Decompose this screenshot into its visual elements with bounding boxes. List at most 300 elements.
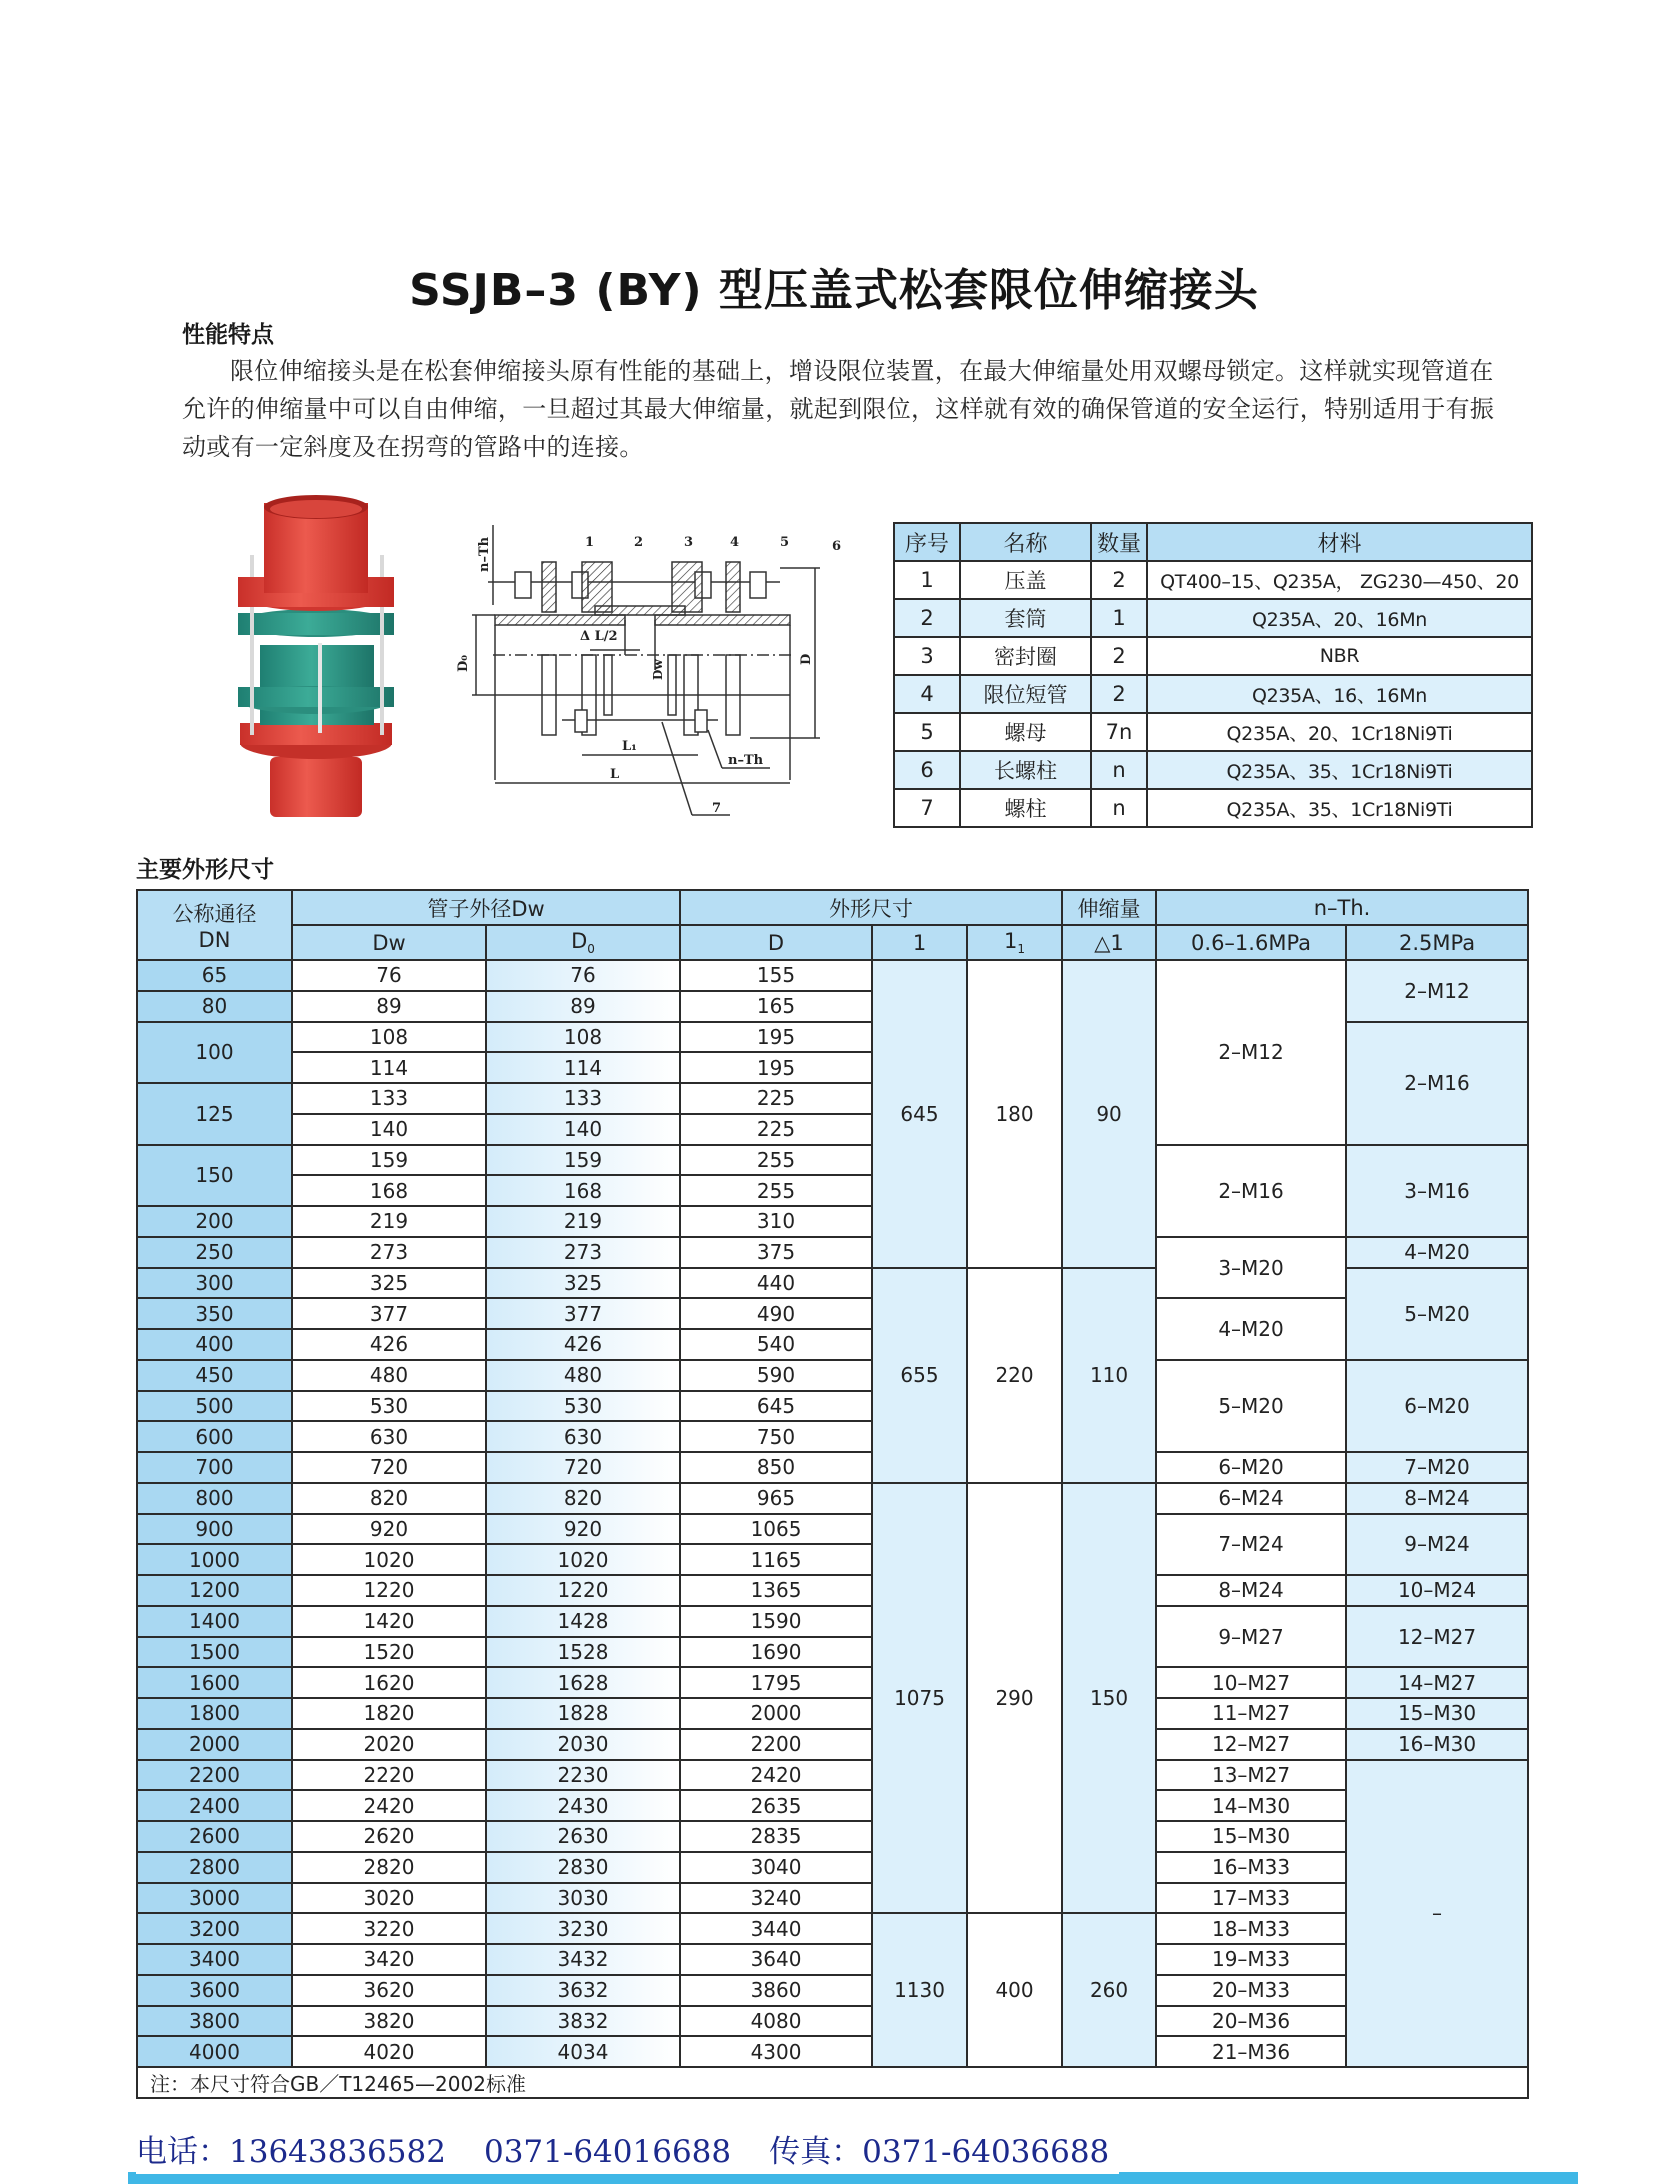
header-p2: 2.5MPa bbox=[1346, 925, 1528, 960]
cell-d0: 2030 bbox=[486, 1729, 680, 1760]
drawing-label-1: 1 bbox=[585, 535, 595, 550]
features-heading: 性能特点 bbox=[182, 322, 274, 348]
cell-bolts-low-pressure: 6–M20 bbox=[1156, 1452, 1346, 1483]
table-row bbox=[137, 1237, 1528, 1268]
cell-bolts-low-pressure: 18–M33 bbox=[1156, 1913, 1346, 1944]
parts-cell-no: 1 bbox=[894, 561, 960, 599]
cell-bolts-low-pressure: 9–M27 bbox=[1156, 1606, 1346, 1668]
cell-dn: 1200 bbox=[137, 1575, 292, 1606]
cell-dn: 1500 bbox=[137, 1637, 292, 1668]
cell-bolts-high-pressure: – bbox=[1346, 1760, 1528, 2068]
cell-l1: 180 bbox=[967, 960, 1062, 1268]
bottom-red-flange bbox=[240, 723, 392, 745]
table-note: 注：本尺寸符合GB／T12465—2002标准 bbox=[137, 2067, 1528, 2098]
header-delta: △1 bbox=[1062, 925, 1156, 960]
cell-d0: 2430 bbox=[486, 1790, 680, 1821]
table-row bbox=[137, 1698, 1528, 1729]
parts-header-no: 序号 bbox=[894, 523, 960, 561]
parts-cell-no: 6 bbox=[894, 751, 960, 789]
cell-d: 375 bbox=[680, 1237, 872, 1268]
cell-dn: 900 bbox=[137, 1514, 292, 1545]
cell-dw: 325 bbox=[292, 1268, 486, 1299]
cell-bolts-low-pressure: 20–M36 bbox=[1156, 2006, 1346, 2037]
cell-d0: 1020 bbox=[486, 1544, 680, 1575]
cell-d0: 1828 bbox=[486, 1698, 680, 1729]
cell-d0: 3632 bbox=[486, 1975, 680, 2006]
cell-dn: 1400 bbox=[137, 1606, 292, 1637]
cell-d: 440 bbox=[680, 1268, 872, 1299]
footer-fax: 传真：0371-64036688 bbox=[769, 2134, 1110, 2170]
header-p1: 0.6–1.6MPa bbox=[1156, 925, 1346, 960]
cell-dw: 720 bbox=[292, 1452, 486, 1483]
cell-dn: 3400 bbox=[137, 1944, 292, 1975]
table-row bbox=[137, 1575, 1528, 1606]
cell-bolts-high-pressure: 12–M27 bbox=[1346, 1606, 1528, 1668]
cell-bolts-low-pressure: 16–M33 bbox=[1156, 1852, 1346, 1883]
cell-d: 590 bbox=[680, 1360, 872, 1391]
cell-d: 645 bbox=[680, 1391, 872, 1422]
header-d0-main: D bbox=[571, 928, 588, 953]
cell-dw: 1820 bbox=[292, 1698, 486, 1729]
cell-dn: 2400 bbox=[137, 1790, 292, 1821]
cell-d: 540 bbox=[680, 1329, 872, 1360]
cell-d: 850 bbox=[680, 1452, 872, 1483]
cell-d: 225 bbox=[680, 1083, 872, 1114]
cell-d: 2635 bbox=[680, 1790, 872, 1821]
header-d0-sub: 0 bbox=[587, 942, 595, 957]
table-row bbox=[137, 1145, 1528, 1176]
cell-bolts-high-pressure: 16–M30 bbox=[1346, 1729, 1528, 1760]
cell-dw: 133 bbox=[292, 1083, 486, 1114]
drawing-dl2: Δ L/2 bbox=[580, 629, 618, 644]
cell-dn: 300 bbox=[137, 1268, 292, 1299]
cell-d: 4300 bbox=[680, 2036, 872, 2067]
cell-d0: 3832 bbox=[486, 2006, 680, 2037]
drawing-nth-top: n–Th bbox=[477, 536, 492, 572]
table-row bbox=[137, 960, 1528, 991]
cell-dw: 377 bbox=[292, 1298, 486, 1329]
cell-dn: 2200 bbox=[137, 1760, 292, 1791]
parts-row bbox=[894, 713, 1532, 751]
cell-dw: 920 bbox=[292, 1514, 486, 1545]
cell-d0: 133 bbox=[486, 1083, 680, 1114]
parts-row bbox=[894, 561, 1532, 599]
cell-bolts-low-pressure: 19–M33 bbox=[1156, 1944, 1346, 1975]
upper-green-flange bbox=[238, 613, 394, 635]
product-photo bbox=[222, 495, 402, 825]
parts-table bbox=[893, 522, 1533, 828]
cell-bolts-high-pressure: 14–M27 bbox=[1346, 1667, 1528, 1698]
footer-tel: 0371-64016688 bbox=[483, 2134, 732, 2170]
cell-l1: 220 bbox=[967, 1268, 1062, 1483]
cell-bolts-low-pressure: 8–M24 bbox=[1156, 1575, 1346, 1606]
parts-cell-no: 5 bbox=[894, 713, 960, 751]
cell-d0: 3432 bbox=[486, 1944, 680, 1975]
cell-d0: 2630 bbox=[486, 1821, 680, 1852]
cell-dw: 2020 bbox=[292, 1729, 486, 1760]
parts-cell-name: 螺柱 bbox=[960, 789, 1091, 827]
table-row bbox=[137, 1360, 1528, 1391]
cell-dw: 3420 bbox=[292, 1944, 486, 1975]
header-l1-sub: 1 bbox=[1017, 942, 1026, 957]
cell-d: 225 bbox=[680, 1114, 872, 1145]
header-dw: Dw bbox=[292, 925, 486, 960]
drawing-label-4: 4 bbox=[730, 535, 740, 550]
cell-bolts-low-pressure: 6–M24 bbox=[1156, 1483, 1346, 1514]
drawing-d0: D₀ bbox=[456, 655, 471, 672]
cell-d: 750 bbox=[680, 1421, 872, 1452]
parts-cell-name: 套筒 bbox=[960, 599, 1091, 637]
cell-d: 1690 bbox=[680, 1637, 872, 1668]
cell-d0: 325 bbox=[486, 1268, 680, 1299]
header-l1 bbox=[967, 925, 1062, 960]
header-l: 1 bbox=[872, 925, 967, 960]
cell-d: 165 bbox=[680, 991, 872, 1022]
dims-header-row-1 bbox=[137, 890, 1528, 925]
cell-dw: 630 bbox=[292, 1421, 486, 1452]
cell-bolts-low-pressure: 17–M33 bbox=[1156, 1883, 1346, 1914]
table-row bbox=[137, 1514, 1528, 1545]
table-row bbox=[137, 1883, 1528, 1914]
table-row bbox=[137, 1483, 1528, 1514]
cell-d0: 76 bbox=[486, 960, 680, 991]
header-d0 bbox=[486, 925, 680, 960]
cell-l: 1130 bbox=[872, 1913, 967, 2067]
header-l1-main: 1 bbox=[1004, 928, 1018, 953]
parts-cell-name: 螺母 bbox=[960, 713, 1091, 751]
cell-d: 1065 bbox=[680, 1514, 872, 1545]
cell-d0: 168 bbox=[486, 1175, 680, 1206]
dims-heading: 主要外形尺寸 bbox=[136, 857, 274, 883]
cell-dw: 4020 bbox=[292, 2036, 486, 2067]
table-row bbox=[137, 2006, 1528, 2037]
cell-dn: 150 bbox=[137, 1145, 292, 1207]
cell-bolts-low-pressure: 3–M20 bbox=[1156, 1237, 1346, 1299]
cell-d0: 820 bbox=[486, 1483, 680, 1514]
cell-d0: 114 bbox=[486, 1052, 680, 1083]
cell-d0: 89 bbox=[486, 991, 680, 1022]
cell-dn: 800 bbox=[137, 1483, 292, 1514]
cell-bolts-high-pressure: 15–M30 bbox=[1346, 1698, 1528, 1729]
cell-dw: 1020 bbox=[292, 1544, 486, 1575]
cell-dn: 65 bbox=[137, 960, 292, 991]
cell-bolts-low-pressure: 2–M12 bbox=[1156, 960, 1346, 1145]
cell-l1: 290 bbox=[967, 1483, 1062, 1914]
table-row bbox=[137, 1667, 1528, 1698]
cell-dw: 426 bbox=[292, 1329, 486, 1360]
cell-dw: 3820 bbox=[292, 2006, 486, 2037]
cell-dn: 2600 bbox=[137, 1821, 292, 1852]
cell-bolts-low-pressure: 12–M27 bbox=[1156, 1729, 1346, 1760]
table-row bbox=[137, 1913, 1528, 1944]
cell-dn: 3800 bbox=[137, 2006, 292, 2037]
cell-d: 3860 bbox=[680, 1975, 872, 2006]
cell-d0: 4034 bbox=[486, 2036, 680, 2067]
cell-dw: 114 bbox=[292, 1052, 486, 1083]
cell-dn: 3000 bbox=[137, 1883, 292, 1914]
cell-d0: 1628 bbox=[486, 1667, 680, 1698]
table-row bbox=[137, 1790, 1528, 1821]
table-row bbox=[137, 1975, 1528, 2006]
cell-dw: 3220 bbox=[292, 1913, 486, 1944]
lower-green-flange bbox=[238, 687, 394, 707]
cell-dn: 400 bbox=[137, 1329, 292, 1360]
cell-d: 490 bbox=[680, 1298, 872, 1329]
cell-d0: 219 bbox=[486, 1206, 680, 1237]
parts-cell-no: 3 bbox=[894, 637, 960, 675]
header-outline: 外形尺寸 bbox=[680, 890, 1062, 925]
cell-dw: 219 bbox=[292, 1206, 486, 1237]
cell-dw: 2420 bbox=[292, 1790, 486, 1821]
cell-bolts-high-pressure: 6–M20 bbox=[1346, 1360, 1528, 1452]
cell-d0: 2830 bbox=[486, 1852, 680, 1883]
cell-dn: 2000 bbox=[137, 1729, 292, 1760]
table-row bbox=[137, 1760, 1528, 1791]
cell-bolts-high-pressure: 10–M24 bbox=[1346, 1575, 1528, 1606]
parts-cell-name: 限位短管 bbox=[960, 675, 1091, 713]
features-text: 限位伸缩接头是在松套伸缩接头原有性能的基础上，增设限位装置，在最大伸缩量处用双螺母锁定。这样就实现管道在允许的伸缩量中可以自由伸缩，一旦超过其最大伸缩量，就起到限位，这样就有效的确保管道的安全运行，特别适用于有振动或有一定斜度及在拐弯的管路中的连接。 bbox=[182, 357, 1495, 461]
cell-dw: 480 bbox=[292, 1360, 486, 1391]
drawing-dw: Dw bbox=[651, 659, 665, 680]
drawing-label-5: 5 bbox=[780, 535, 790, 550]
parts-cell-name: 压盖 bbox=[960, 561, 1091, 599]
cell-dn: 100 bbox=[137, 1022, 292, 1084]
header-d: D bbox=[680, 925, 872, 960]
cell-dn: 1800 bbox=[137, 1698, 292, 1729]
cell-d: 1165 bbox=[680, 1544, 872, 1575]
drawing-l: L bbox=[610, 767, 620, 782]
cell-bolts-high-pressure: 3–M16 bbox=[1346, 1145, 1528, 1237]
cell-dn: 125 bbox=[137, 1083, 292, 1145]
cell-bolts-low-pressure: 5–M20 bbox=[1156, 1360, 1346, 1452]
parts-cell-material: QT400–15、Q235A， ZG230—450、20 bbox=[1147, 561, 1532, 599]
dimensions-table bbox=[136, 889, 1529, 2099]
cell-d: 3640 bbox=[680, 1944, 872, 1975]
cell-d0: 530 bbox=[486, 1391, 680, 1422]
table-row bbox=[137, 2036, 1528, 2067]
cell-d0: 1220 bbox=[486, 1575, 680, 1606]
drawing-d: D bbox=[799, 653, 814, 665]
cell-d0: 377 bbox=[486, 1298, 680, 1329]
cell-bolts-high-pressure: 9–M24 bbox=[1346, 1514, 1528, 1576]
cell-dn: 1000 bbox=[137, 1544, 292, 1575]
cell-bolts-high-pressure: 2–M12 bbox=[1346, 960, 1528, 1022]
cell-bolts-low-pressure: 21–M36 bbox=[1156, 2036, 1346, 2067]
header-nth: n–Th. bbox=[1156, 890, 1528, 925]
cell-dn: 350 bbox=[137, 1298, 292, 1329]
parts-cell-qty: 2 bbox=[1091, 675, 1147, 713]
cell-dn: 4000 bbox=[137, 2036, 292, 2067]
cell-d0: 630 bbox=[486, 1421, 680, 1452]
cell-d0: 273 bbox=[486, 1237, 680, 1268]
cell-dn: 80 bbox=[137, 991, 292, 1022]
cell-d: 3240 bbox=[680, 1883, 872, 1914]
cell-dw: 2820 bbox=[292, 1852, 486, 1883]
header-dn-label: 公称通径 bbox=[172, 902, 257, 926]
drawing-l1: L₁ bbox=[622, 739, 637, 754]
cell-d0: 2230 bbox=[486, 1760, 680, 1791]
cell-d: 2200 bbox=[680, 1729, 872, 1760]
cell-bolts-low-pressure: 13–M27 bbox=[1156, 1760, 1346, 1791]
parts-row bbox=[894, 675, 1532, 713]
cell-d: 255 bbox=[680, 1145, 872, 1176]
cell-d: 255 bbox=[680, 1175, 872, 1206]
table-row bbox=[137, 1729, 1528, 1760]
cell-d: 2000 bbox=[680, 1698, 872, 1729]
drawing-label-6: 6 bbox=[832, 539, 842, 554]
cell-d0: 480 bbox=[486, 1360, 680, 1391]
parts-header-name: 名称 bbox=[960, 523, 1091, 561]
cell-d0: 159 bbox=[486, 1145, 680, 1176]
drawing-label-7: 7 bbox=[712, 801, 722, 816]
parts-header-row bbox=[894, 523, 1532, 561]
cell-l: 655 bbox=[872, 1268, 967, 1483]
cell-d: 965 bbox=[680, 1483, 872, 1514]
cell-bolts-low-pressure: 11–M27 bbox=[1156, 1698, 1346, 1729]
cell-d: 3440 bbox=[680, 1913, 872, 1944]
cell-dw: 159 bbox=[292, 1145, 486, 1176]
cell-bolts-high-pressure: 8–M24 bbox=[1346, 1483, 1528, 1514]
parts-cell-qty: n bbox=[1091, 789, 1147, 827]
cell-d: 1795 bbox=[680, 1667, 872, 1698]
technical-drawing bbox=[450, 520, 870, 840]
header-dn bbox=[137, 890, 292, 960]
cell-bolts-low-pressure: 7–M24 bbox=[1156, 1514, 1346, 1576]
cell-delta: 110 bbox=[1062, 1268, 1156, 1483]
footer-phone: 电话：13643836582 bbox=[136, 2134, 446, 2170]
cell-d0: 720 bbox=[486, 1452, 680, 1483]
cell-dw: 273 bbox=[292, 1237, 486, 1268]
cell-dw: 108 bbox=[292, 1022, 486, 1053]
parts-cell-name: 密封圈 bbox=[960, 637, 1091, 675]
cell-d: 4080 bbox=[680, 2006, 872, 2037]
cell-dn: 500 bbox=[137, 1391, 292, 1422]
parts-header-qty: 数量 bbox=[1091, 523, 1147, 561]
parts-cell-no: 2 bbox=[894, 599, 960, 637]
cell-d: 1365 bbox=[680, 1575, 872, 1606]
parts-row bbox=[894, 751, 1532, 789]
cell-d0: 3230 bbox=[486, 1913, 680, 1944]
cell-d0: 920 bbox=[486, 1514, 680, 1545]
table-row bbox=[137, 1452, 1528, 1483]
parts-cell-no: 7 bbox=[894, 789, 960, 827]
parts-header-material: 材料 bbox=[1147, 523, 1532, 561]
parts-cell-material: Q235A、35、1Cr18Ni9Ti bbox=[1147, 751, 1532, 789]
cell-l: 645 bbox=[872, 960, 967, 1268]
parts-cell-qty: 7n bbox=[1091, 713, 1147, 751]
table-row bbox=[137, 1606, 1528, 1637]
table-row bbox=[137, 1298, 1528, 1329]
cell-d0: 1428 bbox=[486, 1606, 680, 1637]
parts-cell-material: Q235A、35、1Cr18Ni9Ti bbox=[1147, 789, 1532, 827]
cell-dw: 1420 bbox=[292, 1606, 486, 1637]
cell-d: 3040 bbox=[680, 1852, 872, 1883]
cell-dn: 200 bbox=[137, 1206, 292, 1237]
cell-bolts-low-pressure: 2–M16 bbox=[1156, 1145, 1346, 1237]
parts-row bbox=[894, 599, 1532, 637]
cell-bolts-high-pressure: 5–M20 bbox=[1346, 1268, 1528, 1360]
cell-dw: 89 bbox=[292, 991, 486, 1022]
cell-dw: 140 bbox=[292, 1114, 486, 1145]
parts-cell-qty: 2 bbox=[1091, 561, 1147, 599]
page-title: SSJB–3 (BY) 型压盖式松套限位伸缩接头 bbox=[409, 265, 1259, 316]
cell-delta: 150 bbox=[1062, 1483, 1156, 1914]
cell-d0: 3030 bbox=[486, 1883, 680, 1914]
cell-dw: 530 bbox=[292, 1391, 486, 1422]
header-pipe-od: 管子外径Dw bbox=[292, 890, 680, 925]
cell-delta: 260 bbox=[1062, 1913, 1156, 2067]
cell-dw: 2620 bbox=[292, 1821, 486, 1852]
cell-dn: 1600 bbox=[137, 1667, 292, 1698]
cell-bolts-low-pressure: 20–M33 bbox=[1156, 1975, 1346, 2006]
cell-l1: 400 bbox=[967, 1913, 1062, 2067]
cell-d0: 1528 bbox=[486, 1637, 680, 1668]
cell-dw: 3020 bbox=[292, 1883, 486, 1914]
cell-dw: 1520 bbox=[292, 1637, 486, 1668]
table-row bbox=[137, 1821, 1528, 1852]
parts-cell-material: Q235A、20、16Mn bbox=[1147, 599, 1532, 637]
cell-dw: 2220 bbox=[292, 1760, 486, 1791]
cell-dn: 3600 bbox=[137, 1975, 292, 2006]
cell-dw: 820 bbox=[292, 1483, 486, 1514]
table-row bbox=[137, 1852, 1528, 1883]
cell-dw: 1220 bbox=[292, 1575, 486, 1606]
cell-dn: 250 bbox=[137, 1237, 292, 1268]
dims-header-row-2 bbox=[137, 925, 1528, 960]
cell-dw: 76 bbox=[292, 960, 486, 991]
parts-row bbox=[894, 637, 1532, 675]
cell-d: 155 bbox=[680, 960, 872, 991]
parts-cell-qty: 1 bbox=[1091, 599, 1147, 637]
cell-dn: 600 bbox=[137, 1421, 292, 1452]
parts-cell-qty: 2 bbox=[1091, 637, 1147, 675]
cell-dn: 2800 bbox=[137, 1852, 292, 1883]
cell-d: 310 bbox=[680, 1206, 872, 1237]
cell-dn: 700 bbox=[137, 1452, 292, 1483]
cell-d: 195 bbox=[680, 1052, 872, 1083]
cell-bolts-high-pressure: 4–M20 bbox=[1346, 1237, 1528, 1268]
drawing-label-2: 2 bbox=[634, 535, 644, 550]
cell-dw: 3620 bbox=[292, 1975, 486, 2006]
parts-cell-no: 4 bbox=[894, 675, 960, 713]
cell-bolts-high-pressure: 2–M16 bbox=[1346, 1022, 1528, 1145]
table-row bbox=[137, 1944, 1528, 1975]
cell-delta: 90 bbox=[1062, 960, 1156, 1268]
header-dn-code: DN bbox=[198, 928, 231, 952]
cell-d: 1590 bbox=[680, 1606, 872, 1637]
cell-bolts-low-pressure: 15–M30 bbox=[1156, 1821, 1346, 1852]
cell-d: 195 bbox=[680, 1022, 872, 1053]
drawing-nth-bottom: n–Th bbox=[728, 753, 764, 768]
cell-bolts-low-pressure: 14–M30 bbox=[1156, 1790, 1346, 1821]
bottom-pipe bbox=[270, 757, 362, 817]
drawing-label-3: 3 bbox=[684, 535, 694, 550]
cell-bolts-high-pressure: 7–M20 bbox=[1346, 1452, 1528, 1483]
cell-d: 2420 bbox=[680, 1760, 872, 1791]
parts-cell-qty: n bbox=[1091, 751, 1147, 789]
cell-dn: 3200 bbox=[137, 1913, 292, 1944]
cell-dw: 1620 bbox=[292, 1667, 486, 1698]
cell-bolts-low-pressure: 10–M27 bbox=[1156, 1667, 1346, 1698]
parts-row bbox=[894, 789, 1532, 827]
cell-dw: 168 bbox=[292, 1175, 486, 1206]
cell-d0: 140 bbox=[486, 1114, 680, 1145]
contact-footer bbox=[136, 2130, 1119, 2174]
note-row bbox=[137, 2067, 1528, 2098]
parts-cell-name: 长螺柱 bbox=[960, 751, 1091, 789]
cell-l: 1075 bbox=[872, 1483, 967, 1914]
parts-cell-material: Q235A、16、16Mn bbox=[1147, 675, 1532, 713]
